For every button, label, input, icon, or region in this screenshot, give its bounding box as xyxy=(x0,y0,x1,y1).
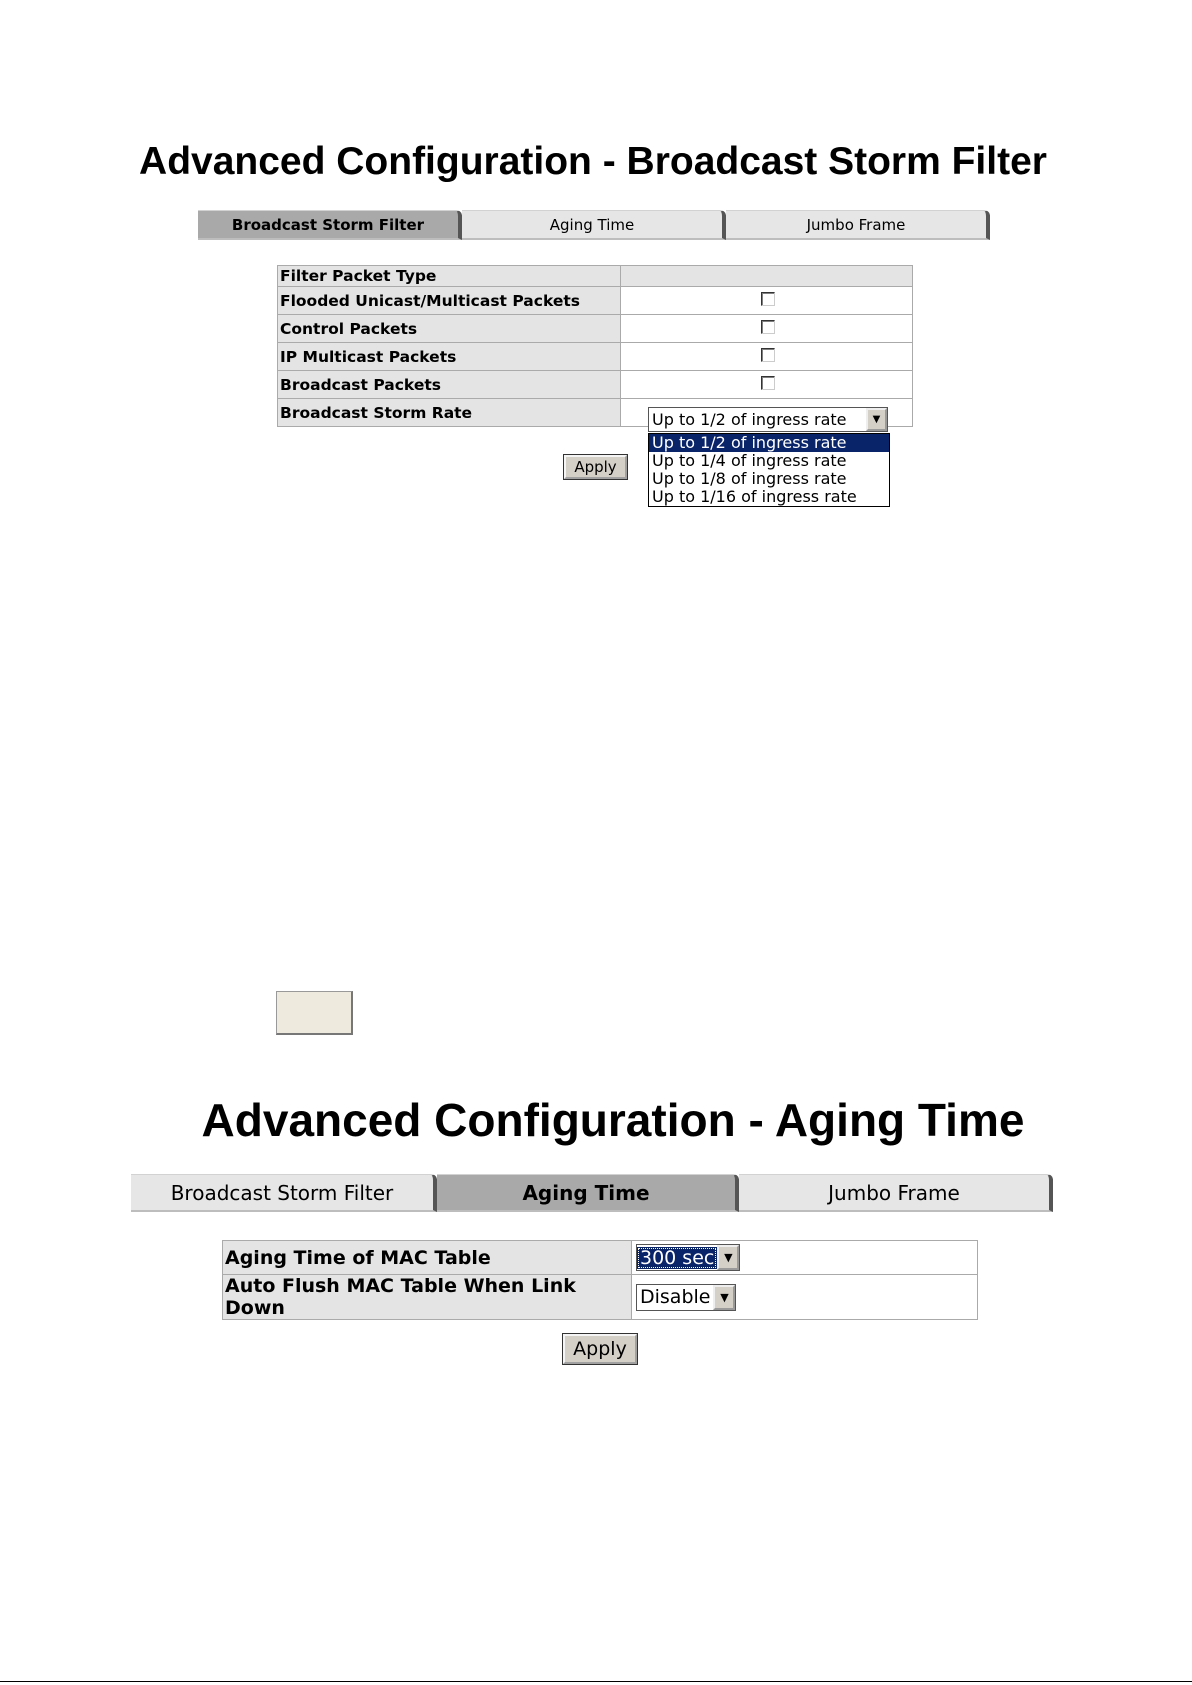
tab-bar-2 xyxy=(131,1174,1053,1212)
tab-broadcast-storm-filter[interactable]: Broadcast Storm Filter xyxy=(131,1174,437,1212)
tab-jumbo-frame[interactable]: Jumbo Frame xyxy=(726,210,990,240)
apply-button-storm-filter[interactable]: Apply xyxy=(564,455,627,479)
aging-time-table xyxy=(222,1240,978,1320)
aging-time-select[interactable] xyxy=(636,1244,740,1271)
checkbox-broadcast-packets[interactable] xyxy=(761,376,775,390)
apply-button-aging-time[interactable]: Apply xyxy=(563,1334,637,1364)
header-empty-cell xyxy=(621,266,913,287)
tab-aging-time[interactable]: Aging Time xyxy=(437,1174,739,1212)
rate-option-1-16[interactable]: Up to 1/16 of ingress rate xyxy=(652,487,857,506)
aging-time-value: 300 sec xyxy=(637,1247,717,1269)
blank-button[interactable] xyxy=(276,991,353,1035)
row-label-flooded-unicast: Flooded Unicast/Multicast Packets xyxy=(278,287,621,315)
page-title-broadcast-storm-filter: Advanced Configuration - Broadcast Storm Filter xyxy=(139,140,1047,183)
checkbox-flooded-unicast[interactable] xyxy=(761,292,775,306)
chevron-down-icon[interactable]: ▼ xyxy=(866,408,887,431)
rate-option-1-8[interactable]: Up to 1/8 of ingress rate xyxy=(652,469,847,488)
chevron-down-icon[interactable]: ▼ xyxy=(713,1285,735,1310)
rate-option-1-2[interactable]: Up to 1/2 of ingress rate xyxy=(649,434,889,452)
row-label-broadcast-packets: Broadcast Packets xyxy=(278,371,621,399)
tab-jumbo-frame[interactable]: Jumbo Frame xyxy=(739,1174,1053,1212)
row-label-control-packets: Control Packets xyxy=(278,315,621,343)
checkbox-ip-multicast[interactable] xyxy=(761,348,775,362)
page-title-aging-time: Advanced Configuration - Aging Time xyxy=(201,1094,1025,1146)
auto-flush-select[interactable] xyxy=(636,1284,736,1311)
checkbox-control-packets[interactable] xyxy=(761,320,775,334)
auto-flush-value: Disable xyxy=(640,1286,711,1308)
tab-bar-1 xyxy=(198,210,990,240)
tab-broadcast-storm-filter[interactable]: Broadcast Storm Filter xyxy=(198,210,462,240)
rate-dropdown-list xyxy=(648,433,890,507)
filter-packet-table xyxy=(277,265,913,427)
row-label-auto-flush: Auto Flush MAC Table When Link Down xyxy=(223,1275,632,1320)
page-bottom-divider xyxy=(0,1681,1192,1682)
row-label-broadcast-storm-rate: Broadcast Storm Rate xyxy=(278,399,621,427)
chevron-down-icon[interactable]: ▼ xyxy=(717,1245,739,1270)
filter-packet-type-header: Filter Packet Type xyxy=(278,266,621,287)
rate-option-1-4[interactable]: Up to 1/4 of ingress rate xyxy=(652,451,847,470)
row-label-aging-time: Aging Time of MAC Table xyxy=(223,1241,632,1275)
rate-select-value: Up to 1/2 of ingress rate xyxy=(652,410,847,429)
tab-aging-time[interactable]: Aging Time xyxy=(462,210,726,240)
row-label-ip-multicast: IP Multicast Packets xyxy=(278,343,621,371)
broadcast-storm-rate-select[interactable] xyxy=(648,407,888,432)
